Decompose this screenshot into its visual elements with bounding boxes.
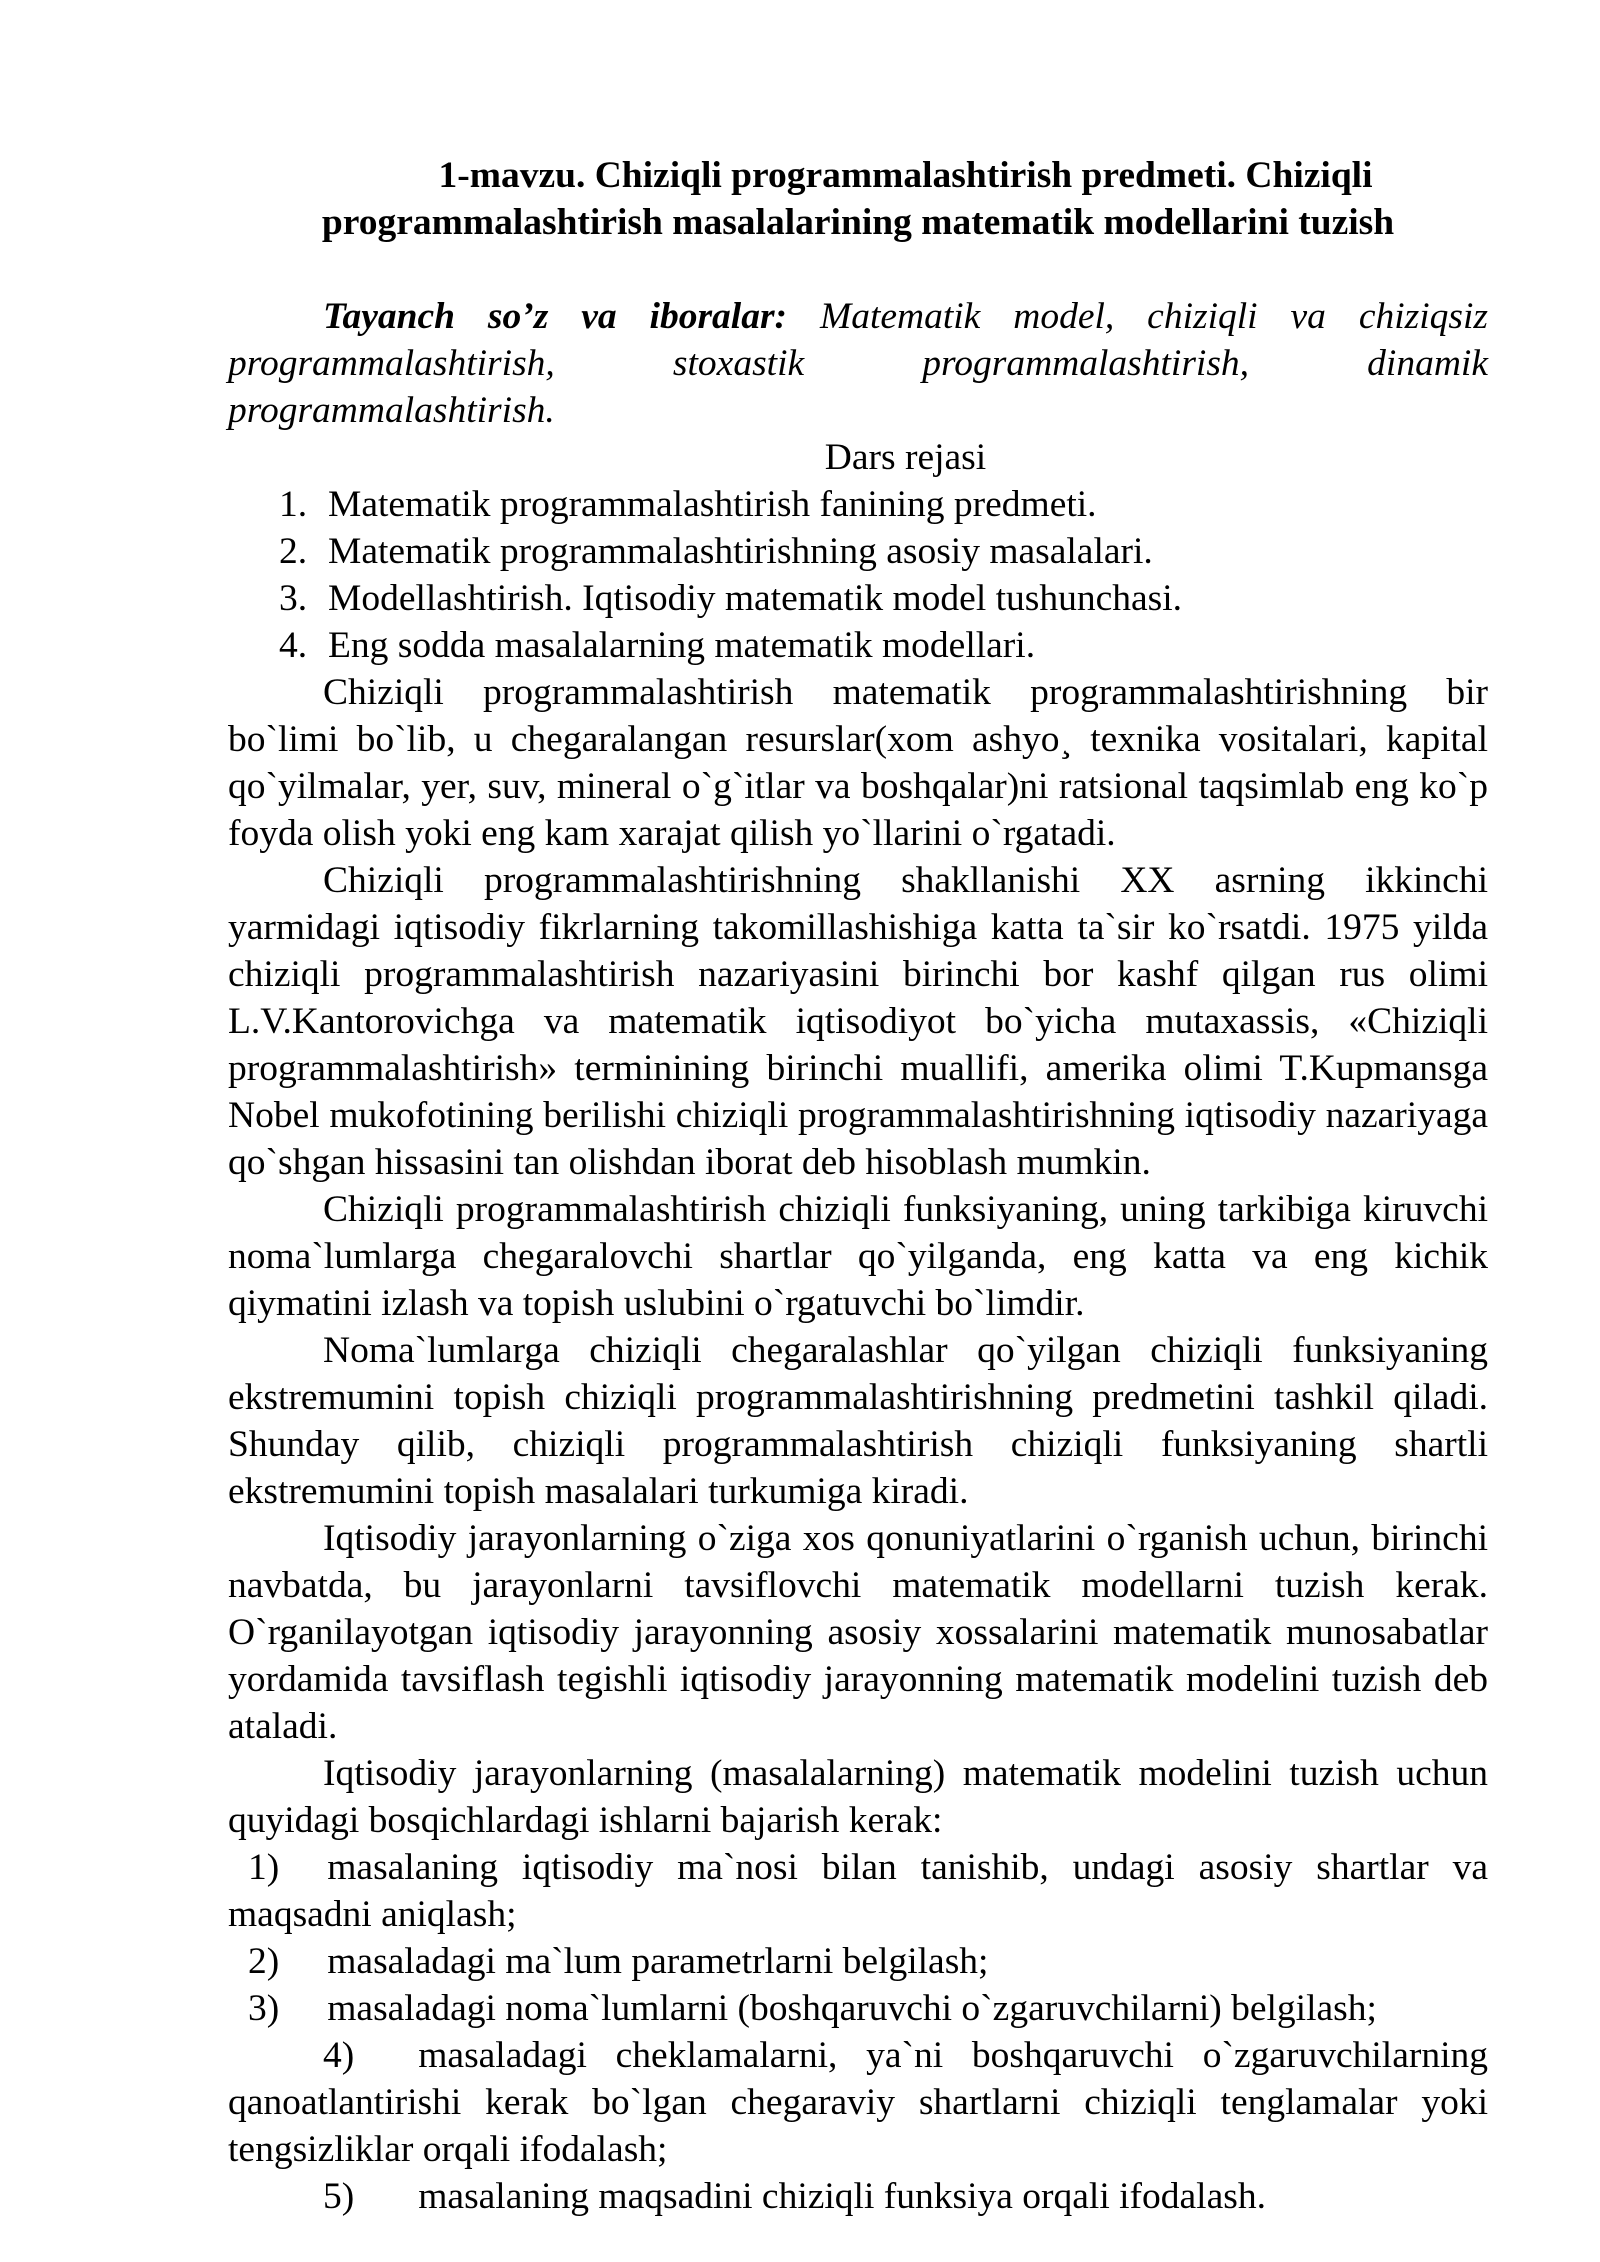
body-paragraph: Chiziqli programmalashtirishning shakllanishi XX asrning ikkinchi yarmidagi iqtisodiy fikrlarning takomillashishiga katta ta`sir ko`rsatdi. 1975 yilda chiziqli programmalashtirish nazariyasini birinchi bor kashf qilgan rus olimi L.V.Kantorovichga va matematik iqtisodiyot bo`yicha mutaxassis, «Chiziqli programmalashtirish» terminining birinchi muallifi, amerika olimi T.Kupmansga Nobel mukofotining berilishi chiziqli programmalashtirishning iqtisodiy nazariyaga qo`shgan hissasini tan olishdan iborat deb hisoblash mumkin.: [228, 860, 1488, 1183]
plan-heading: Dars rejasi: [824, 437, 987, 478]
plan-item: [228, 575, 1488, 622]
plan-item-number: 2.: [279, 531, 308, 572]
plan-item: [228, 481, 1488, 528]
plan-item-number: 4.: [279, 625, 308, 666]
step-text: masalaning maqsadini chiziqli funksiya orqali ifodalash.: [418, 2176, 1266, 2217]
body-paragraph: Iqtisodiy jarayonlarning o`ziga xos qonuniyatlarini o`rganish uchun, birinchi navbatda, bu jarayonlarni tavsiflovchi matematik modellarni tuzish kerak. O`rganilayotgan iqtisodiy jarayonning asosiy xossalarini matematik munosabatlar yordamida tavsiflash tegishli iqtisodiy jarayonning matematik modelini tuzish deb ataladi.: [228, 1518, 1488, 1747]
plan-item-text: Matematik programmalashtirishning asosiy masalalari.: [328, 531, 1153, 572]
step-number: 3): [248, 1988, 280, 2029]
keywords-paragraph: [228, 293, 1488, 434]
body-paragraph: Chiziqli programmalashtirish chiziqli funksiyaning, uning tarkibiga kiruvchi noma`lumlarga chegaralovchi shartlar qo`yilganda, eng katta va eng kichik qiymatini izlash va topish uslubini o`rgatuvchi bo`limdir.: [228, 1189, 1488, 1324]
page-title: 1-mavzu. Chiziqli programmalashtirish predmeti. Chiziqli programmalashtirish masalalarining matematik modellarini tuzish: [321, 155, 1395, 243]
step-item: [228, 2173, 1488, 2220]
step-text: masalaning iqtisodiy ma`nosi bilan tanishib, undagi asosiy shartlar va maqsadni aniqlash;: [228, 1847, 1488, 1935]
step-text: masaladagi ma`lum parametrlarni belgilash;: [327, 1941, 989, 1982]
plan-item-text: Matematik programmalashtirish fanining predmeti.: [328, 484, 1097, 525]
step-item: [228, 2032, 1488, 2173]
keywords-label: Tayanch so’z va iboralar:: [323, 296, 788, 337]
body-paragraph: Iqtisodiy jarayonlarning (masalalarning) matematik modelini tuzish uchun quyidagi bosqichlardagi ishlarni bajarish kerak:: [228, 1753, 1488, 1841]
step-number: 2): [248, 1941, 280, 1982]
plan-item-text: Modellashtirish. Iqtisodiy matematik model tushunchasi.: [328, 578, 1183, 619]
step-text: masaladagi noma`lumlarni (boshqaruvchi o`zgaruvchilarni) belgilash;: [327, 1988, 1377, 2029]
keywords-text: Matematik model, chiziqli va chiziqsiz programmalashtirish, stoxastik programmalashtirish, dinamik programmalashtirish.: [228, 296, 1488, 431]
step-item: [228, 1844, 1488, 1938]
plan-item-number: 1.: [279, 484, 308, 525]
body-paragraph: Chiziqli programmalashtirish matematik programmalashtirishning bir bo`limi bo`lib, u chegaralangan resurslar(xom ashyo¸ texnika vositalari, kapital qo`yilmalar, yer, suv, mineral o`g`itlar va boshqalar)ni ratsional taqsimlab eng ko`p foyda olish yoki eng kam xarajat qilish yo`llarini o`rgatadi.: [228, 672, 1488, 854]
step-number: 4): [323, 2035, 355, 2076]
plan-item-text: Eng sodda masalalarning matematik modellari.: [328, 625, 1036, 666]
plan-item-number: 3.: [279, 578, 308, 619]
step-item: [228, 1938, 1488, 1985]
body-paragraph: Noma`lumlarga chiziqli chegaralashlar qo`yilgan chiziqli funksiyaning ekstremumini topish chiziqli programmalashtirishning predmetini tashkil qiladi. Shunday qilib, chiziqli programmalashtirish chiziqli funksiyaning shartli ekstremumini topish masalalari turkumiga kiradi.: [228, 1330, 1488, 1512]
step-item: [228, 1985, 1488, 2032]
plan-item: [228, 528, 1488, 575]
step-number: 5): [323, 2176, 355, 2217]
plan-item: [228, 622, 1488, 669]
step-number: 1): [248, 1847, 280, 1888]
step-text: masaladagi cheklamalarni, ya`ni boshqaruvchi o`zgaruvchilarning qanoatlantirishi kerak bo`lgan chegaraviy shartlarni chiziqli tenglamalar yoki tengsizliklar orqali ifodalash;: [228, 2035, 1488, 2170]
